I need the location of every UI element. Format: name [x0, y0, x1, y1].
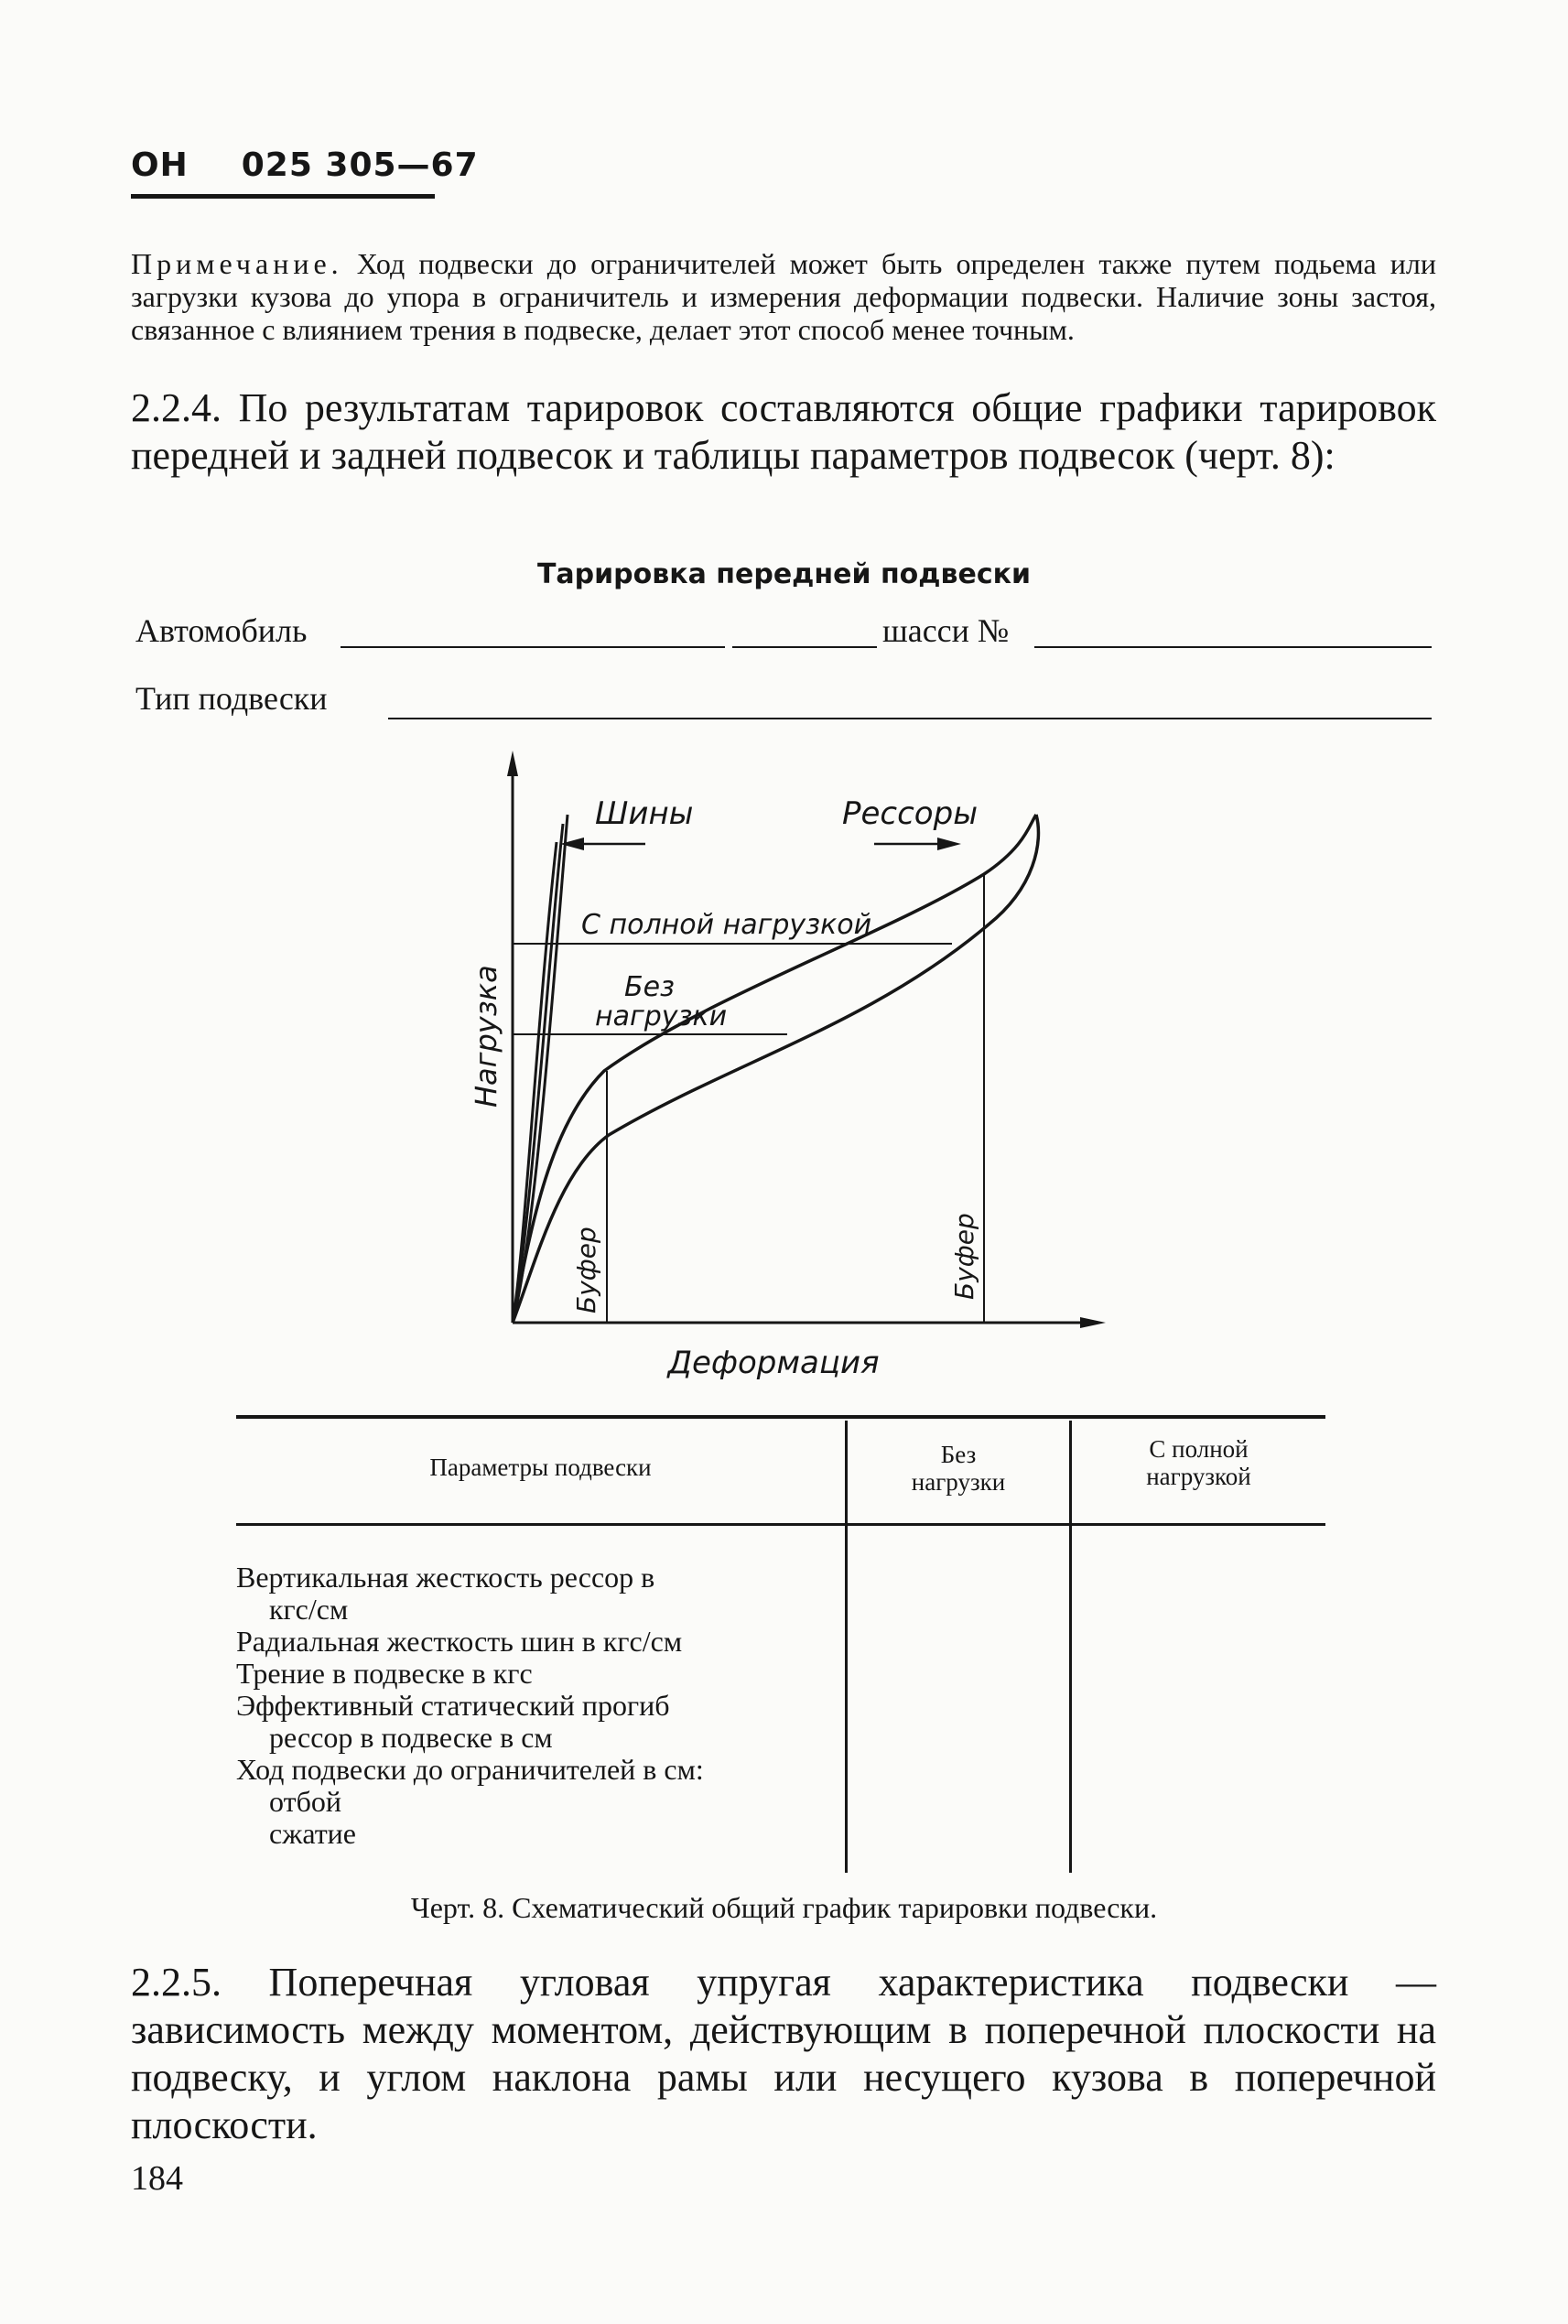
form-title: Тарировка передней подвески	[536, 558, 1032, 590]
figure-caption: Черт. 8. Схематический общий график тарировки подвески.	[410, 1891, 1158, 1924]
note-paragraph	[131, 247, 1436, 346]
param-row: кгс/см	[269, 1593, 349, 1626]
header-no-load-line-1: Без	[940, 1441, 977, 1468]
param-row: Радиальная жесткость шин в кгс/см	[236, 1625, 683, 1658]
note-lead: Примечание.	[131, 247, 343, 280]
car-field-line-2	[732, 646, 877, 648]
x-axis	[513, 1317, 1106, 1328]
parameter-list	[236, 1562, 831, 1850]
car-field-line-1	[341, 646, 725, 648]
calibration-diagram	[458, 751, 1117, 1391]
x-axis-label: Деформация	[667, 1345, 880, 1381]
header-full-load-line-2: нагрузкой	[1146, 1463, 1251, 1490]
header-rule	[131, 194, 435, 199]
param-row: отбой	[269, 1785, 341, 1818]
springs-label: Рессоры	[842, 795, 979, 832]
no-load-label-1: Без	[624, 971, 675, 1003]
table-top-rule	[236, 1415, 1325, 1419]
springs-arrow	[874, 838, 961, 850]
header-no-load	[848, 1441, 1069, 1496]
right-buffer-label: Буфер	[949, 1213, 979, 1300]
y-axis	[507, 751, 518, 1323]
y-axis-label: Нагрузка	[469, 965, 503, 1108]
chassis-field-line	[1034, 646, 1432, 648]
param-row: Эффективный статический прогиб	[236, 1689, 670, 1722]
table-header-rule	[236, 1523, 1325, 1526]
header-parameters: Параметры подвески	[429, 1454, 652, 1481]
param-row: рессор в подвеске в см	[269, 1721, 553, 1754]
document-code	[131, 146, 479, 184]
note-text: Ход подвески до ограничителей может быть определен также путем подьема или загрузки кузова до упора в ограничитель и измерения деформации подвески. Наличие зоны застоя, связанное с влиянием трения в подвеске, делает этот способ менее точным.	[131, 247, 1436, 346]
no-load-label-2: нагрузки	[595, 1000, 728, 1032]
chassis-label: шасси №	[882, 612, 1010, 649]
header-full-load-line-1: С полной	[1149, 1435, 1249, 1463]
left-buffer-label: Буфер	[571, 1227, 601, 1313]
doc-code-prefix: ОН	[131, 146, 189, 184]
paragraph-2-2-5: 2.2.5. Поперечная угловая упругая характеристика подвески — зависимость между моментом, действующим в поперечной плоскости на подвеску, и углом наклона рамы или несущего кузова в поперечной плоскости.	[131, 1960, 1436, 2147]
tires-label: Шины	[595, 795, 694, 832]
header-no-load-line-2: нагрузки	[911, 1468, 1006, 1496]
doc-code-number: 025 305—67	[241, 146, 479, 184]
param-row: Трение в подвеске в кгс	[236, 1657, 533, 1690]
param-row: Вертикальная жесткость рессор в	[236, 1561, 655, 1594]
page-number: 184	[131, 2159, 183, 2198]
suspension-type-label: Тип подвески	[135, 680, 328, 717]
full-load-label: С полной нагрузкой	[581, 909, 872, 941]
param-row: Ход подвески до ограничителей в см:	[236, 1753, 704, 1786]
tires-arrow	[560, 838, 645, 850]
car-label: Автомобиль	[135, 612, 308, 649]
header-full-load	[1072, 1435, 1325, 1490]
parameters-table	[236, 1415, 1325, 1873]
suspension-type-field-line	[388, 718, 1432, 719]
param-row: сжатие	[269, 1817, 356, 1850]
paragraph-2-2-4: 2.2.4. По результатам тарировок составляются общие графики тарировок передней и задней подвесок и таблицы параметров подвесок (черт. 8):	[131, 385, 1436, 478]
